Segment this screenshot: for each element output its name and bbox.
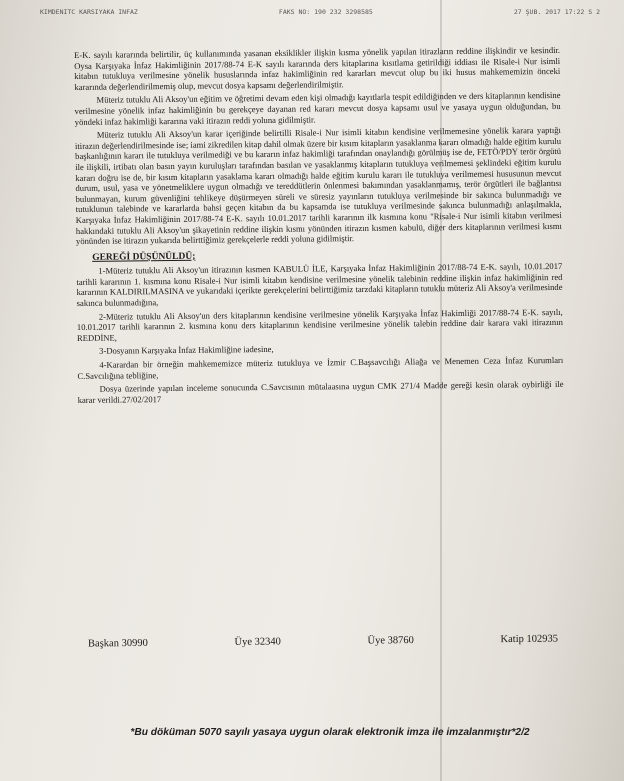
paragraph: E-K. sayılı kararında belirtilir, üç kullanımında yasanan eksiklikler ilişkin kısma yönelik yapılan itirazların reddine ilişkindir ve kesindir. Oysa Karşıyaka İnfaz Hakimliğinin 2017/88-74 E-K sayılı kararında ders kitaplarına kısıtlama getirildiği iddiası ile Risale-i Nur isimli kitabın tutukluya verilmesine yönelik hususlarında infaz hakimliğinin red kararları mevcut olup bu iki husus mahkememizin önceki kararında değerlendirilmemiş olup, mevcut dosya kapsamı değerlendirilmiştir. xyxy=(74,44,561,92)
decision-heading: GEREĞİ DÜŞÜNÜLDÜ; xyxy=(92,251,196,263)
decision-item: Dosya üzerinde yapılan inceleme sonucunda C.Savcısının mütalaasına uygun CMK 271/4 Madde gereği kesin olarak oybirliği ile karar verildi.27/02/2017 xyxy=(77,379,564,405)
signature-member-1: Üye 32340 xyxy=(234,636,281,648)
signature-member-2: Üye 38760 xyxy=(367,635,414,647)
signature-president: Başkan 30990 xyxy=(87,637,148,650)
decision-item: 4-Karardan bir örneğin mahkememizce müteriz tutukluya ve İzmir C.Başsavcılığı Aliağa ve Menemen Ceza İnfaz Kurumları C.Savcılığına tebliğine, xyxy=(77,354,564,381)
decision-item: 1-Müteriz tutuklu Ali Aksoy'un itirazının kısmen KABULÜ İLE, Karşıyaka İnfaz Hakimliğinin 2017/88-74 E-K. sayılı, 10.01.2017 tarihli kararının 1. kısmına konu Risale-i Nur isimli kitabın kendisine verilmesine yönelik talebinin reddine ilişkin infaz hakimliğinin red kararının KALDIRILMASINA ve yukarıdaki içerikte gerekçelerini belirttiğimiz tarzdaki kitapların tutuklu müteriz Ali Aksoy'a verilmesinde sakınca bulunmadığına, xyxy=(76,261,563,309)
decision-item: 2-Müteriz tutuklu Ali Aksoy'un ders kitaplarının kendisine verilmesine yönelik Karşıyaka İnfaz Hakimliği 2017/88-74 E-K. sayılı, 10.01.2017 tarihli kararının 2. kısmına konu ders kitaplarının kendisine verilmesine yönelik talebin reddine dair karara vaki itirazının REDDİNE, xyxy=(76,306,563,343)
fax-header xyxy=(40,8,600,16)
decision-item: 3-Dosyanın Karşıyaka İnfaz Hakimliğine iadesine, xyxy=(99,344,274,357)
signature-row xyxy=(88,634,558,650)
document-body xyxy=(74,45,564,408)
e-signature-note: *Bu döküman 5070 sayılı yasaya uygun olarak elektronik imza ile imzalanmıştır*2/2 xyxy=(130,727,530,738)
paragraph: Müteriz tutuklu Ali Aksoy'un karar içeriğinde belirtilli Risale-i Nur isimli kitabın kendisine verilmemesine yönelik karara yaptığı itirazın değerlendirilmesinde ise; iami zikredilen kitap dahil olmak üzere bir kısım kitapların yasaklanma kararı olmadığı halde eğitim kurulu başkanlığının kararı ile tutukluya verilmediği ve bu kararın infaz hakimliği tarafından onaylandığı görülmüş ise de, FETÖ/PDY terör örgütü ile ilişkili, irtibatı olan basın yayın kuruluşları tarafından basılan ve yasaklanmış kitapların tutukluya verilmemesi şeklindeki eğitim kurulu kararı doğru ise de, bir kısım kitapların yasaklama kararı olmadığı halde eğitim kurulu kararı ile tutukluya verilmemesi hususunun mevcut durum, usul, yasa ve yönetmeliklere uygun olmadığı ve tereddütlerin önlenmesi bakımından yasaklanmamış, terör örgütleri ile bağlantısı bulunmayan, kurum güvenliğini tehlikeye düşürmeyen süreli ve süresiz yayınların tutukluya verilmesinde bir sakınca bulunmadığı ve tutuklunun talebinde ve kararlarda bahsi geçen kitabın da bu kapsamda ise tutukluya verilmesinde sakınca bulunmadığı anlaşılmakla, Karşıyaka İnfaz Hakimliğinin 2017/88-74 E-K. sayılı 10.01.2017 tarihli kararının ilk kısmına konu "Risale-i Nur isimli kitabın verilmesi hakkındaki tutuklu Ali Aksoy'un şikayetinin reddine ilişkin kısmı yönünden itirazın kısmen kabulü, diğer ders kitaplarının verilmesi kısmı yönünden ise itirazın yukarıda belirttiğimiz gerekçelerle reddi yoluna gidilmiştir. xyxy=(74,125,562,247)
fax-date: 27 ŞUB. 2017 17:22 S 2 xyxy=(513,8,600,16)
signature-clerk: Katip 102935 xyxy=(500,633,559,646)
fax-sender: KIMDENITC KARSIYAKA INFAZ xyxy=(40,8,138,16)
fax-number: FAKS NO: 190 232 3298585 xyxy=(278,8,373,16)
paragraph: Müteriz tutuklu Ali Aksoy'un eğitim ve öğretimi devam eden kişi olmadığı kayıtlarla tespit edildiğinden ve ders kitaplarının kendisine verilmesine yönelik infaz hakimliğinin bu gerekçeye dayanan red kararı mevcut dosya kapsamı usul ve yasaya uygun olduğundan, bu yöndeki infaz hakimliği kararına vaki itirazın reddi yoluna gidilmiştir. xyxy=(74,90,561,127)
